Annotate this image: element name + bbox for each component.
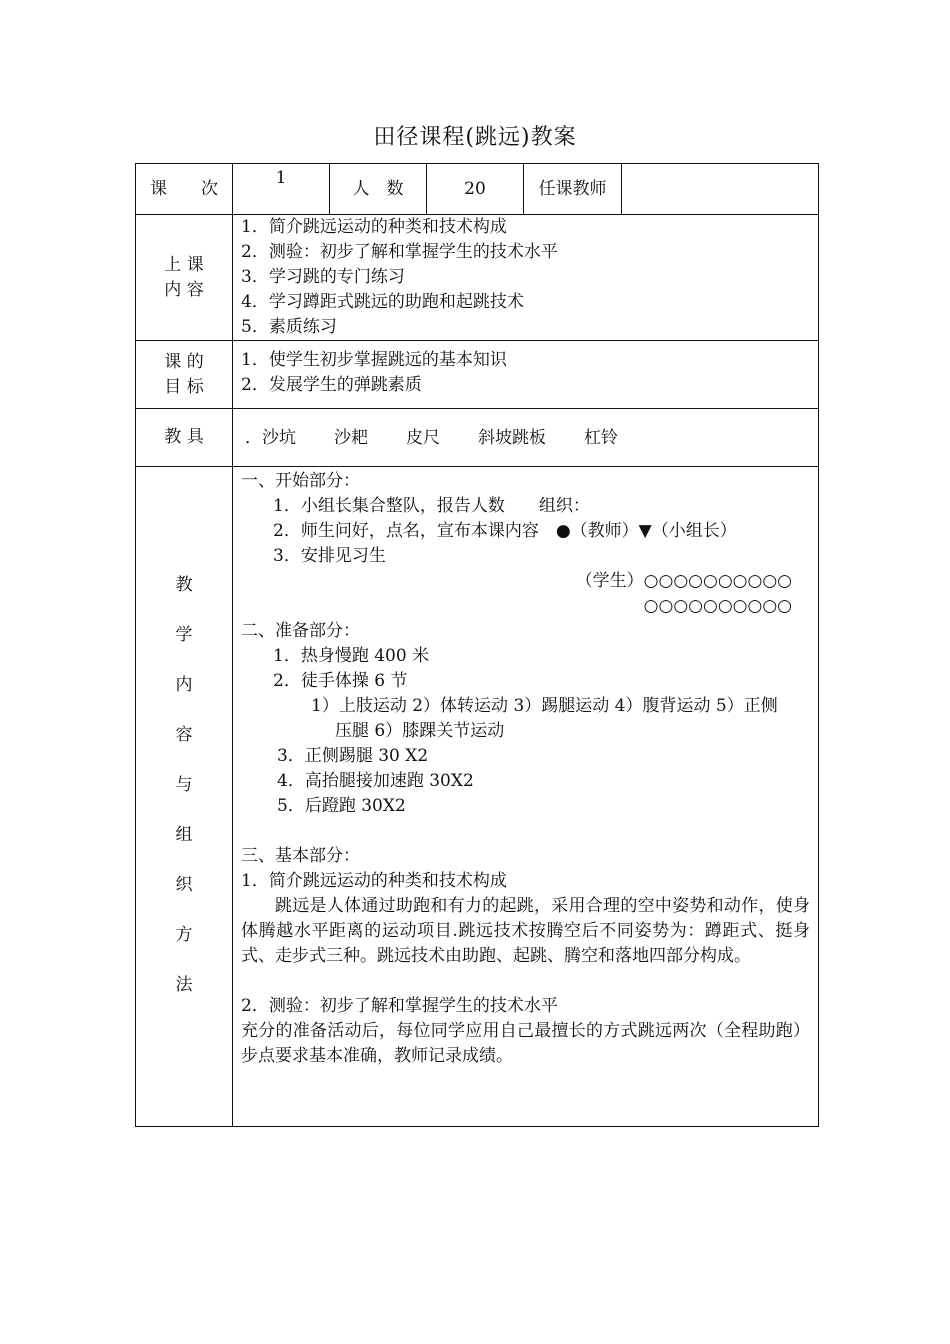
part2-item: 2．徒手体操 6 节 — [273, 671, 408, 691]
content-item: 3．学习跳的专门练习 — [241, 267, 405, 287]
lesson-number-value — [233, 164, 330, 215]
goal-item: 1．使学生初步掌握跳远的基本知识 — [241, 350, 507, 370]
content-label-line1: 上 课 — [164, 254, 204, 275]
tools-items — [233, 409, 819, 467]
student-count-label: 人 数 — [330, 164, 427, 215]
content-item: 2．测验：初步了解和掌握学生的技术水平 — [241, 242, 558, 262]
tool-item: 杠铃 — [584, 428, 618, 448]
part3-paragraph: 跳远是人体通过助跑和有力的起跳，采用合理的空中姿势和动作，使身体腾越水平距离的运动项目.跳远技术按腾空后不同姿势为：蹲距式、挺身式、走步式三种。跳远技术由助跑、起跳、腾空和落地四部分构成。 — [241, 896, 810, 966]
method-label-char: 织 — [175, 875, 193, 895]
content-item: 1．简介跳远运动的种类和技术构成 — [241, 217, 507, 237]
method-label — [136, 467, 233, 1127]
content-label — [136, 215, 233, 341]
content-label-line2: 内 容 — [164, 279, 204, 300]
part3-item: 1．简介跳远运动的种类和技术构成 — [241, 871, 507, 891]
goal-label — [136, 341, 233, 409]
teacher-label: 任课教师 — [524, 164, 622, 215]
method-label-char: 法 — [175, 975, 193, 995]
document-title: 田径课程(跳远)教案 — [373, 125, 577, 150]
method-label-char: 教 — [175, 575, 193, 595]
part2-heading: 二、准备部分： — [241, 621, 360, 641]
tools-label: 教 具 — [136, 409, 233, 467]
students-formation-row: ○○○○○○○○○○ — [643, 596, 792, 616]
part1-item: 1．小组长集合整队，报告人数 组织： — [273, 496, 590, 516]
lesson-number-label: 课 次 — [136, 164, 233, 215]
part2-item: 3．正侧踢腿 30 X2 — [277, 746, 429, 766]
method-label-char: 学 — [175, 625, 193, 645]
tool-item: 皮尺 — [406, 428, 440, 448]
goal-label-line1: 课 的 — [164, 351, 204, 372]
student-count-value: 20 — [427, 164, 524, 215]
method-label-char: 与 — [175, 775, 193, 795]
part2-item: 4．高抬腿接加速跑 30X2 — [277, 771, 474, 791]
part2-subitem: 1）上肢运动 2）体转运动 3）踢腿运动 4）腹背运动 5）正侧 — [311, 696, 778, 716]
method-label-char: 组 — [175, 825, 193, 845]
method-label-char: 内 — [175, 675, 193, 695]
method-label-char: 容 — [175, 725, 193, 745]
part2-subitem: 压腿 6）膝踝关节运动 — [335, 721, 505, 741]
tool-item: 斜坡跳板 — [478, 428, 546, 448]
students-formation-row: （学生）○○○○○○○○○○ — [575, 571, 792, 591]
content-item: 4．学习蹲距式跳远的助跑和起跳技术 — [241, 292, 524, 312]
part2-item: 1．热身慢跑 400 米 — [273, 646, 430, 666]
teacher-value — [622, 164, 819, 215]
part1-item: 2．师生问好，点名，宣布本课内容 ●（教师）▼（小组长） — [273, 521, 737, 541]
content-item: 5．素质练习 — [241, 317, 337, 337]
part1-heading: 一、开始部分： — [241, 471, 360, 491]
method-label-char: 方 — [175, 925, 193, 945]
part3-item: 2．测验：初步了解和掌握学生的技术水平 — [241, 996, 558, 1016]
lesson-plan-table — [135, 163, 819, 1127]
part1-item: 3．安排见习生 — [273, 546, 386, 566]
lesson-number-text: 1 — [275, 168, 287, 188]
goal-item: 2．发展学生的弹跳素质 — [241, 375, 422, 395]
method-content — [233, 467, 819, 1127]
tool-item: ．沙坑 — [245, 428, 296, 448]
part3-paragraph: 充分的准备活动后，每位同学应用自己最擅长的方式跳远两次（全程助跑）步点要求基本准确，教师记录成绩。 — [241, 1021, 810, 1066]
tool-item: 沙耙 — [334, 428, 368, 448]
goal-items — [233, 341, 819, 409]
content-items — [233, 215, 819, 341]
part3-heading: 三、基本部分： — [241, 846, 360, 866]
part2-item: 5．后蹬跑 30X2 — [277, 796, 406, 816]
goal-label-line2: 目 标 — [164, 376, 204, 397]
